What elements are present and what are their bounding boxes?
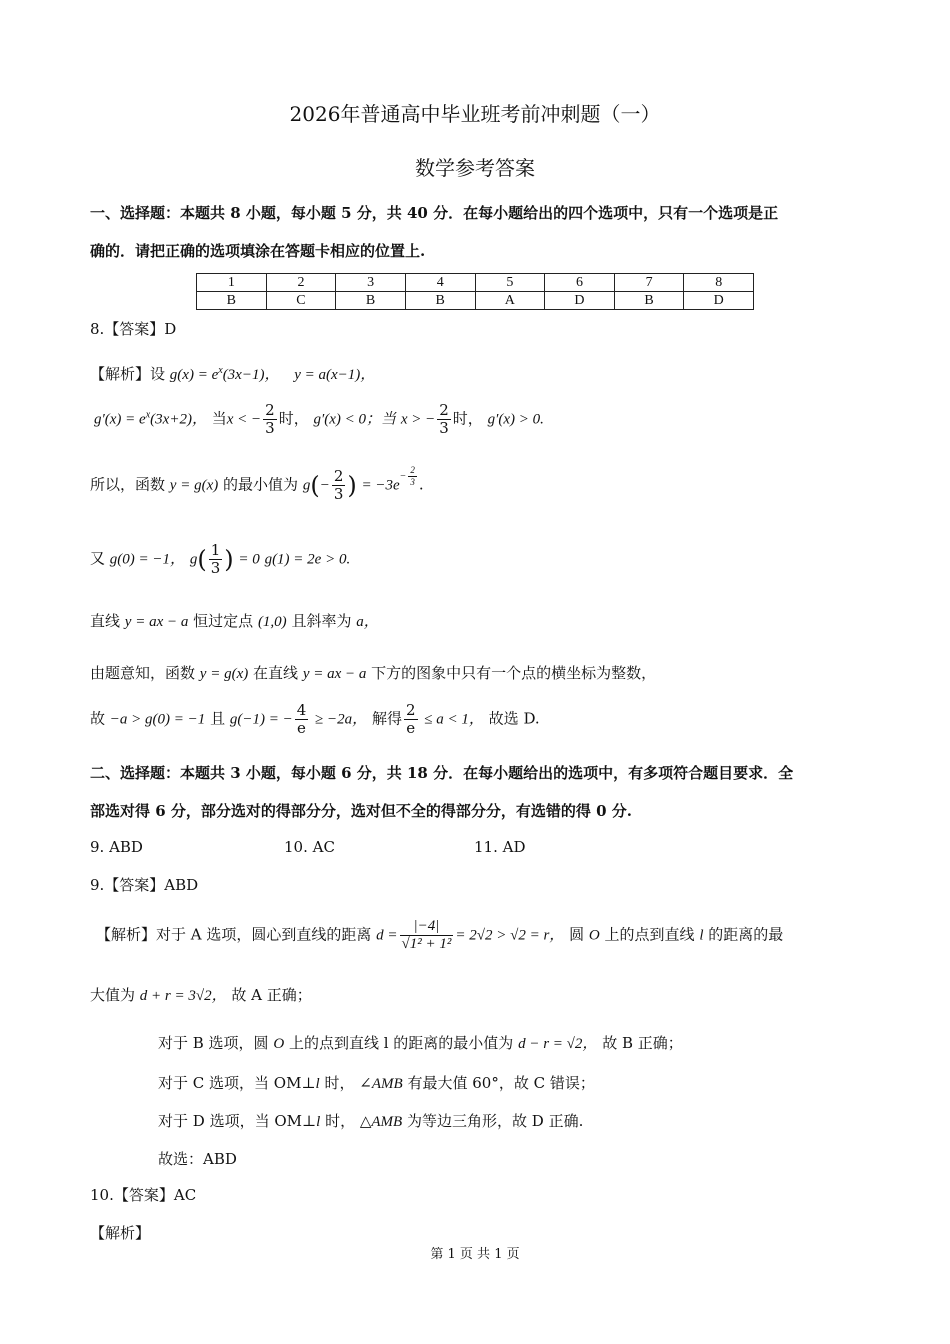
paren: ( <box>310 471 320 500</box>
q8-l1-gtail: (3x−1)， <box>222 367 280 383</box>
q8-l2-f: g′(x) < 0；当 <box>313 411 397 428</box>
q8-l1-g: g(x) = e <box>169 367 219 383</box>
q9-l1-e: O <box>588 927 600 944</box>
table-cell: D <box>684 292 754 310</box>
fraction: $\frac{2}{e}$ <box>405 701 416 737</box>
q8-l1-y: y = a(x−1)， <box>294 367 376 383</box>
paren: ) <box>347 471 357 500</box>
q9-l2-a: 大值为 <box>90 986 136 1004</box>
answer-table-answers-row <box>197 292 754 310</box>
q8-l5-b: y = ax − a <box>124 614 189 630</box>
q9-l5-a: 对于 D 选项，当 OM⊥ <box>158 1112 317 1130</box>
q8-l1-prefix: 【解析】设 <box>90 365 166 383</box>
q8-l5-c: 恒过定点 <box>193 612 254 630</box>
ans-10: 10. AC <box>284 838 335 856</box>
q8-l5-a: 直线 <box>90 612 121 630</box>
q8-line6 <box>90 666 656 682</box>
q9-l5-b: l <box>316 1114 321 1130</box>
q8-l5-e: 且斜率为 <box>291 612 352 630</box>
q8-l3-d: g <box>302 477 311 494</box>
q8-l6-c: 在直线 <box>253 664 299 682</box>
table-cell: 5 <box>475 274 545 292</box>
table-cell: 3 <box>336 274 406 292</box>
q8-l2-e: 时， <box>278 409 309 428</box>
q8-l5-d: (1,0) <box>257 614 287 630</box>
q9-l3-a: 对于 B 选项，圆 <box>158 1034 269 1052</box>
q9-l2-b: d + r = 3√2， <box>139 988 227 1004</box>
q9-l2-c: 故 A 正确； <box>231 986 312 1004</box>
q8-l7-a: 故 <box>90 709 106 728</box>
q8-l2-a: g′(x) = e <box>94 411 146 428</box>
q9-line3 <box>158 1036 683 1052</box>
q8-line4 <box>90 542 350 577</box>
q9-l5-e: 为等边三角形，故 D 正确. <box>407 1112 584 1130</box>
q8-answer: 8.【答案】D <box>90 320 177 338</box>
q8-l3-c: 的最小值为 <box>223 475 299 494</box>
q8-l7-d: g(−1) = − <box>229 711 293 728</box>
fraction: $\frac{2}{3}$ <box>333 467 344 503</box>
q8-l3-f: . <box>418 475 424 494</box>
q8-line2 <box>94 402 544 437</box>
page-title: 2026年普通高中毕业班考前冲刺题（一） <box>289 102 661 126</box>
q8-l7-f: 解得 <box>371 709 402 728</box>
q8-l7-e: ≥ −2a， <box>315 711 368 728</box>
q8-line5 <box>90 614 379 630</box>
q8-l7-g: ≤ a < 1， <box>424 711 484 728</box>
q8-l6-e: 下方的图象中只有一个点的横坐标为整数， <box>371 664 657 682</box>
q8-l2-h: 时， <box>452 409 483 428</box>
answer-table <box>196 273 754 310</box>
table-cell: 2 <box>266 274 336 292</box>
q8-l3-a: 所以，函数 <box>90 475 166 494</box>
q8-l7-c: 且 <box>210 709 226 728</box>
fraction: $\frac{1}{3}$ <box>210 541 221 577</box>
q8-l6-a: 由题意知，函数 <box>90 664 196 682</box>
q9-l1-b: d = <box>376 927 398 944</box>
table-cell: C <box>266 292 336 310</box>
q8-l4-a: 又 <box>90 549 106 568</box>
table-cell: A <box>475 292 545 310</box>
q9-l1-d: 圆 <box>569 925 585 944</box>
ans-11: 11. AD <box>474 838 526 856</box>
fraction: $\frac{2}{3}$ <box>265 401 275 437</box>
q9-l1-h: 的距离的最 <box>708 925 784 944</box>
q8-l6-b: y = g(x) <box>199 666 249 682</box>
q9-line2 <box>90 988 312 1004</box>
table-cell: 8 <box>684 274 754 292</box>
table-cell: B <box>197 292 267 310</box>
q8-l5-f: a， <box>356 614 379 630</box>
q9-l4-c: 时， <box>324 1074 355 1092</box>
table-cell: B <box>614 292 684 310</box>
paren: ( <box>197 545 207 574</box>
q8-line7 <box>90 702 540 737</box>
q9-line5 <box>158 1114 583 1130</box>
q9-l3-c: 上的点到直线 l 的距离的最小值为 <box>288 1034 514 1052</box>
q8-line3 <box>90 465 424 503</box>
q9-l4-e: 有最大值 60°，故 C 错误； <box>407 1074 595 1092</box>
section2-heading-line1: 二、选择题：本题共 3 小题，每小题 6 分，共 18 分．在每小题给出的选项中，有多项符合题目要求．全 <box>90 764 794 782</box>
section2-heading-line2: 部选对得 6 分，部分选对的得部分分，选对但不全的得部分分，有选错的得 0 分. <box>90 802 632 820</box>
q9-answer: 9.【答案】ABD <box>90 876 199 894</box>
q8-l4-c: g <box>189 551 198 568</box>
q8-l4-b: g(0) = −1， <box>109 551 186 568</box>
answer-table-numbers-row <box>197 274 754 292</box>
q9-l1-a: 【解析】对于 A 选项，圆心到直线的距离 <box>96 925 372 944</box>
table-cell: 4 <box>405 274 475 292</box>
page-subtitle: 数学参考答案 <box>415 156 535 180</box>
q8-l3-e: = −3e <box>361 477 400 494</box>
exponent: − 2 3 <box>399 465 415 488</box>
q8-l2-b: (3x+2)， <box>150 411 207 428</box>
q9-l4-d: ∠AMB <box>359 1076 403 1092</box>
q9-l3-d: d − r = √2， <box>518 1036 598 1052</box>
q9-l4-b: l <box>315 1076 320 1092</box>
section1-heading-line1: 一、选择题：本题共 8 小题，每小题 5 分，共 40 分．在每小题给出的四个选项中，只有一个选项是正 <box>90 204 779 222</box>
q9-l1-g: l <box>699 927 704 944</box>
q9-l4-a: 对于 C 选项，当 OM⊥ <box>158 1074 316 1092</box>
q8-l2-c: 当 <box>211 409 227 428</box>
q9-l3-b: O <box>273 1036 285 1052</box>
q9-l5-d: △AMB <box>359 1114 403 1130</box>
q10-answer: 10.【答案】AC <box>90 1186 197 1204</box>
table-cell: 7 <box>614 274 684 292</box>
page-footer: 第 1 页 共 1 页 <box>430 1247 520 1262</box>
minus: − <box>319 477 330 494</box>
table-cell: 1 <box>197 274 267 292</box>
table-cell: B <box>405 292 475 310</box>
q10-analysis: 【解析】 <box>90 1224 151 1242</box>
fraction: $\frac{2}{3}$ <box>439 401 449 437</box>
q9-l3-e: 故 B 正确； <box>602 1034 683 1052</box>
q8-l7-h: 故选 D. <box>488 709 540 728</box>
ans-9: 9. ABD <box>90 838 143 856</box>
q8-l4-d: = 0 <box>238 551 260 568</box>
q8-l3-b: y = g(x) <box>169 477 219 494</box>
q9-l1-c: = 2√2 > √2 = r， <box>455 927 565 944</box>
q8-l2-g: x > − <box>400 411 436 428</box>
exponent: x <box>145 409 151 421</box>
paren: ) <box>224 545 234 574</box>
fraction: $\frac{4}{e}$ <box>296 701 307 737</box>
table-cell: B <box>336 292 406 310</box>
exponent: x <box>218 365 223 376</box>
q8-l2-i: g′(x) > 0. <box>487 411 544 428</box>
q9-line1 <box>96 918 783 953</box>
q8-l2-d: x < − <box>226 411 262 428</box>
q8-l4-e: g(1) = 2e > 0. <box>264 551 351 568</box>
q8-l7-b: −a > g(0) = −1 <box>109 711 206 728</box>
q9-l1-f: 上的点到直线 <box>604 925 695 944</box>
q9-line4 <box>158 1076 595 1092</box>
q9-l5-c: 时， <box>325 1112 356 1130</box>
q9-line6: 故选：ABD <box>158 1150 237 1168</box>
section1-heading-line2: 确的．请把正确的选项填涂在答题卡相应的位置上. <box>90 242 426 260</box>
table-cell: D <box>545 292 615 310</box>
q8-l6-d: y = ax − a <box>302 666 367 682</box>
q8-line1 <box>90 366 375 383</box>
fraction: $\frac{|-4|}{\text{√1² + 1²}}$ <box>401 918 452 952</box>
table-cell: 6 <box>545 274 615 292</box>
